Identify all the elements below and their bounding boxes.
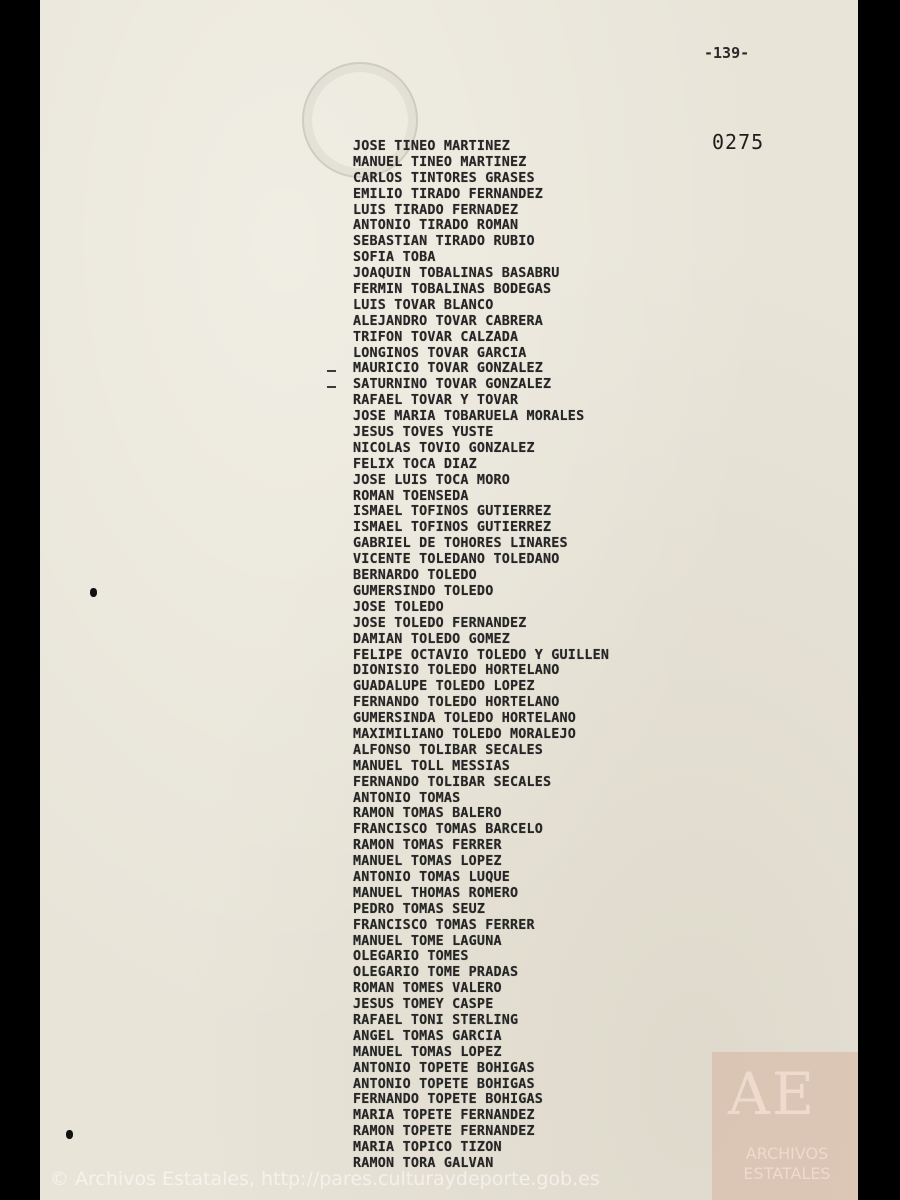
name-entry: GUMERSINDO TOLEDO — [353, 583, 494, 599]
name-entry: FRANCISCO TOMAS BARCELO — [353, 822, 544, 838]
name-entry: PEDRO TOMAS SEUZ — [353, 901, 486, 917]
logo-word: ESTATALES — [743, 1164, 831, 1183]
names-list — [353, 139, 609, 1172]
name-entry: OLEGARIO TOMES — [353, 949, 469, 965]
name-entry: FRANCISCO TOMAS FERRER — [353, 917, 535, 933]
name-entry: ROMAN TOMES VALERO — [353, 981, 502, 997]
name-entry: LUIS TIRADO FERNADEZ — [353, 202, 519, 218]
name-entry: ALEJANDRO TOVAR CABRERA — [353, 313, 544, 329]
name-entry: MARIA TOPETE FERNANDEZ — [353, 1108, 535, 1124]
name-entry: FELIPE OCTAVIO TOLEDO Y GUILLEN — [353, 647, 610, 663]
name-entry: MANUEL TOMAS LOPEZ — [353, 854, 502, 870]
name-entry: JOSE LUIS TOCA MORO — [353, 472, 510, 488]
page-number: -139- — [704, 44, 750, 62]
name-entry: GUADALUPE TOLEDO LOPEZ — [353, 679, 535, 695]
name-entry: JOSE TOLEDO FERNANDEZ — [353, 615, 527, 631]
name-entry: LONGINOS TOVAR GARCIA — [353, 345, 527, 361]
name-entry: FERNANDO TOLEDO HORTELANO — [353, 695, 560, 711]
name-entry: DAMIAN TOLEDO GOMEZ — [353, 631, 510, 647]
name-entry: MAURICIO TOVAR GONZALEZ — [353, 361, 544, 377]
name-entry: ANTONIO TOPETE BOHIGAS — [353, 1076, 535, 1092]
name-entry: RAMON TOPETE FERNANDEZ — [353, 1124, 535, 1140]
name-entry: ANTONIO TOPETE BOHIGAS — [353, 1060, 535, 1076]
margin-dash-mark — [327, 386, 336, 388]
name-entry: ROMAN TOENSEDA — [353, 488, 469, 504]
name-entry: SEBASTIAN TIRADO RUBIO — [353, 234, 535, 250]
name-entry: ANGEL TOMAS GARCIA — [353, 1028, 502, 1044]
name-entry: ISMAEL TOFINOS GUTIERREZ — [353, 520, 552, 536]
name-entry: RAFAEL TOVAR Y TOVAR — [353, 393, 519, 409]
name-entry: FERMIN TOBALINAS BODEGAS — [353, 282, 552, 298]
name-entry: MANUEL TOMAS LOPEZ — [353, 1044, 502, 1060]
name-entry: MAXIMILIANO TOLEDO MORALEJO — [353, 726, 577, 742]
copyright-watermark: © Archivos Estatales, http://pares.culturaydeporte.gob.es — [50, 1168, 600, 1190]
name-entry: MANUEL TOME LAGUNA — [353, 933, 502, 949]
paper-blemish — [90, 588, 97, 597]
archivos-estatales-logo — [712, 1052, 858, 1200]
name-entry: SATURNINO TOVAR GONZALEZ — [353, 377, 552, 393]
name-entry: CARLOS TINTORES GRASES — [353, 170, 535, 186]
folio-number: 0275 — [712, 130, 765, 154]
name-entry: GABRIEL DE TOHORES LINARES — [353, 536, 568, 552]
name-entry: OLEGARIO TOME PRADAS — [353, 965, 519, 981]
name-entry: FERNANDO TOPETE BOHIGAS — [353, 1092, 544, 1108]
name-entry: JOAQUIN TOBALINAS BASABRU — [353, 266, 560, 282]
name-entry: FERNANDO TOLIBAR SECALES — [353, 774, 552, 790]
name-entry: MANUEL TOLL MESSIAS — [353, 758, 510, 774]
name-entry: RAMON TORA GALVAN — [353, 1156, 494, 1171]
name-entry: RAMON TOMAS BALERO — [353, 806, 502, 822]
name-entry: EMILIO TIRADO FERNANDEZ — [353, 186, 544, 202]
name-entry: ANTONIO TOMAS — [353, 790, 461, 806]
name-entry: LUIS TOVAR BLANCO — [353, 297, 494, 313]
name-entry: RAFAEL TONI STERLING — [353, 1012, 519, 1028]
name-entry: FELIX TOCA DIAZ — [353, 456, 477, 472]
margin-dash-mark — [327, 370, 336, 372]
name-entry: MANUEL THOMAS ROMERO — [353, 885, 519, 901]
name-entry: JESUS TOMEY CASPE — [353, 997, 494, 1013]
name-entry: TRIFON TOVAR CALZADA — [353, 329, 519, 345]
name-entry: DIONISIO TOLEDO HORTELANO — [353, 663, 560, 679]
name-entry: ISMAEL TOFINOS GUTIERREZ — [353, 504, 552, 520]
name-entry: ALFONSO TOLIBAR SECALES — [353, 742, 544, 758]
name-entry: BERNARDO TOLEDO — [353, 568, 477, 584]
name-entry: MANUEL TINEO MARTINEZ — [353, 154, 527, 170]
logo-word: ARCHIVOS — [745, 1144, 829, 1163]
name-entry: VICENTE TOLEDANO TOLEDANO — [353, 552, 560, 568]
logo-words — [722, 1144, 852, 1184]
paper-blemish — [66, 1130, 73, 1139]
name-entry: NICOLAS TOVIO GONZALEZ — [353, 440, 535, 456]
name-entry: RAMON TOMAS FERRER — [353, 838, 502, 854]
name-entry: MARIA TOPICO TIZON — [353, 1140, 502, 1156]
name-entry: JOSE TOLEDO — [353, 599, 444, 615]
document-page — [40, 0, 858, 1200]
name-entry: ANTONIO TOMAS LUQUE — [353, 869, 510, 885]
name-entry: JOSE TINEO MARTINEZ — [353, 139, 510, 154]
name-entry: JESUS TOVES YUSTE — [353, 425, 494, 441]
logo-letters: AE — [728, 1060, 817, 1128]
name-entry: JOSE MARIA TOBARUELA MORALES — [353, 409, 585, 425]
name-entry: GUMERSINDA TOLEDO HORTELANO — [353, 711, 577, 727]
name-entry: SOFIA TOBA — [353, 250, 436, 266]
name-entry: ANTONIO TIRADO ROMAN — [353, 218, 519, 234]
